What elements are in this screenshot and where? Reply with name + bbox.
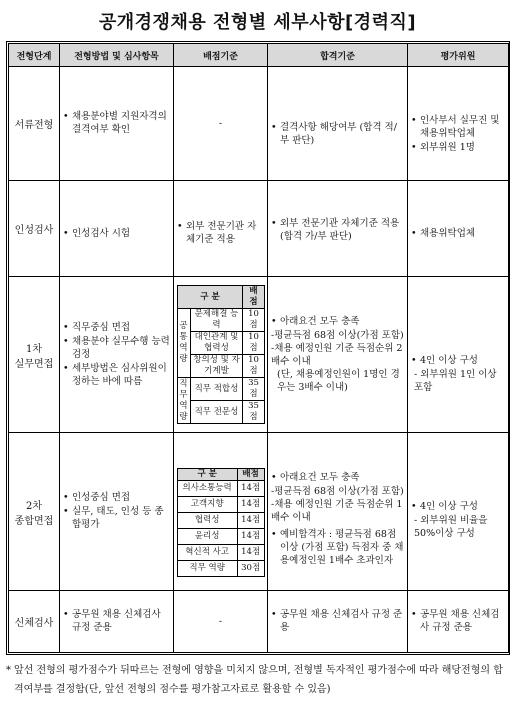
stage-line: 종합면접 (14, 515, 54, 527)
item-label: 고객지향 (177, 497, 237, 513)
list-item: • 아래요건 모두 충족 (271, 471, 404, 484)
table-header-row (9, 44, 509, 67)
list-item: • 채용분야 실무수행 능력 검정 (63, 335, 170, 361)
pass-detail: (단, 채용예정인원이 1명인 경우는 3배수 이내) (277, 369, 400, 393)
judges-cell (408, 591, 509, 653)
method-cell (60, 181, 174, 277)
stage-line: 2차 (25, 500, 43, 512)
subtable-header-points: 배점 (237, 469, 264, 481)
table-row (9, 591, 509, 653)
footnote (6, 661, 508, 699)
footnote-text: 앞선 전형의 평가점수가 뒤따르는 전형에 영향을 미치지 않으며, 전형별 독자적인 평가점수에 따라 해당전형의 합격여부를 결정함(단, 앞선 전형의 점수를 평가참고자료로 활용할 수 있음) (14, 665, 503, 695)
item-points: 10점 (243, 309, 264, 332)
table-row (9, 181, 509, 277)
list-item: • 채용분야별 지원자격의 결격여부 확인 (63, 110, 170, 136)
stage-cell: 인성검사 (9, 181, 60, 277)
judges-cell (408, 181, 509, 277)
item-points: 14점 (237, 545, 264, 561)
list-item: • 인성검사 시험 (63, 227, 170, 240)
scoring-cell (174, 277, 268, 433)
item-points: 14점 (237, 529, 264, 545)
stage-line: 실무면접 (14, 358, 54, 370)
item-points: 14점 (237, 513, 264, 529)
list-item: • 4인 이상 구성 (411, 354, 505, 367)
group-label: 직무역량 (177, 378, 190, 424)
pass-cell (268, 591, 408, 653)
item-points: 35점 (243, 378, 264, 401)
footnote-marker: * (6, 665, 11, 676)
item-points: 30점 (237, 561, 264, 577)
header-method: 전형방법 및 심사항목 (60, 44, 174, 67)
item-label: 의사소통능력 (177, 481, 237, 497)
scoring-subtable (177, 285, 265, 424)
judges-cell (408, 277, 509, 433)
subtable-header-category: 구 분 (177, 286, 243, 309)
group-label: 공통역량 (177, 309, 190, 378)
item-label: 문제해결 능력 (190, 309, 243, 332)
pass-cell (268, 67, 408, 181)
item-points: 14점 (237, 497, 264, 513)
table-row (9, 277, 509, 433)
pass-detail: -채용 예정인원 기준 득점순위 1배수 이내 (271, 499, 403, 523)
header-judges: 평가위원 (408, 44, 509, 67)
scoring-subtable (177, 468, 265, 577)
list-item: • 세부방법은 심사위원이 정하는 바에 따름 (63, 362, 170, 388)
list-item: • 공무원 채용 신체검사 규정 준용 (271, 608, 404, 634)
stage-cell (9, 277, 60, 433)
header-scoring: 배점기준 (174, 44, 268, 67)
item-label: 직무 적합성 (190, 378, 243, 401)
selection-process-table (8, 43, 509, 653)
pass-cell (268, 181, 408, 277)
list-item: • 인사부서 실무진 및 채용위탁업체 (411, 114, 505, 140)
pass-detail: -채용 예정인원 기준 득점순위 2배수 이내 (271, 343, 403, 367)
list-item: • 인성중심 면접 (63, 491, 170, 504)
list-item: • 실무, 태도, 인성 등 종합평가 (63, 505, 170, 531)
stage-line: 1차 (25, 343, 43, 355)
list-item: • 공무원 채용 신체검사 규정 준용 (63, 608, 170, 634)
header-pass: 합격기준 (268, 44, 408, 67)
item-label: 혁신적 사고 (177, 545, 237, 561)
item-label: 직무 전문성 (190, 401, 243, 424)
judges-cell (408, 67, 509, 181)
judges-cell (408, 433, 509, 591)
judges-detail: - 외부위원 1인 이상 포함 (414, 368, 497, 393)
list-item: • 결격사항 해당여부 (합격 적/부 판단) (271, 121, 404, 147)
list-item: • 예비합격자 : 평균득점 68점이상 (가점 포함) 득점자 중 채용예정인원 1배수 초과인자 (271, 528, 404, 567)
method-cell (60, 433, 174, 591)
selection-table-frame (6, 41, 510, 655)
list-item: • 공무원 채용 신체검사 규정 준용 (411, 608, 505, 634)
table-row (9, 433, 509, 591)
subtable-header-category: 구 분 (177, 469, 237, 481)
stage-cell (9, 433, 60, 591)
item-points: 10점 (243, 355, 264, 378)
pass-cell (268, 277, 408, 433)
item-label: 직무 역량 (177, 561, 237, 577)
item-points: 10점 (243, 332, 264, 355)
item-label: 윤리성 (177, 529, 237, 545)
pass-detail: -평균득점 68점 이상(가점 포함) (271, 486, 404, 497)
list-item: • 외부위원 1명 (411, 141, 505, 154)
item-points: 35점 (243, 401, 264, 424)
method-cell (60, 591, 174, 653)
list-item: • 아래요건 모두 충족 (271, 315, 404, 328)
scoring-cell (174, 433, 268, 591)
subtable-header-points: 배점 (243, 286, 264, 309)
header-stage: 전형단계 (9, 44, 60, 67)
item-label: 창의성 및 자기계발 (190, 355, 243, 378)
method-cell (60, 277, 174, 433)
pass-detail: -평균득점 68점 이상(가점 포함) (271, 330, 404, 341)
stage-cell: 신체검사 (9, 591, 60, 653)
method-cell (60, 67, 174, 181)
scoring-cell: - (174, 67, 268, 181)
scoring-cell: - (174, 591, 268, 653)
list-item: • 직무중심 면접 (63, 321, 170, 334)
scoring-cell (174, 181, 268, 277)
item-points: 14점 (237, 481, 264, 497)
table-row (9, 67, 509, 181)
stage-cell: 서류전형 (9, 67, 60, 181)
judges-detail: - 외부위원 비율을 50%이상 구성 (414, 514, 488, 539)
pass-cell (268, 433, 408, 591)
list-item: • 외부 전문기관 자체기준 적용(합격 가/부 판단) (271, 217, 404, 243)
list-item: • 4인 이상 구성 (411, 500, 505, 513)
page-title: 공개경쟁채용 전형별 세부사항[경력직] (98, 12, 417, 33)
item-label: 협력성 (177, 513, 237, 529)
list-item: • 채용위탁업체 (411, 227, 505, 240)
list-item: • 외부 전문기관 자체기준 적용 (177, 220, 264, 246)
item-label: 대인관계 및 협력성 (190, 332, 243, 355)
